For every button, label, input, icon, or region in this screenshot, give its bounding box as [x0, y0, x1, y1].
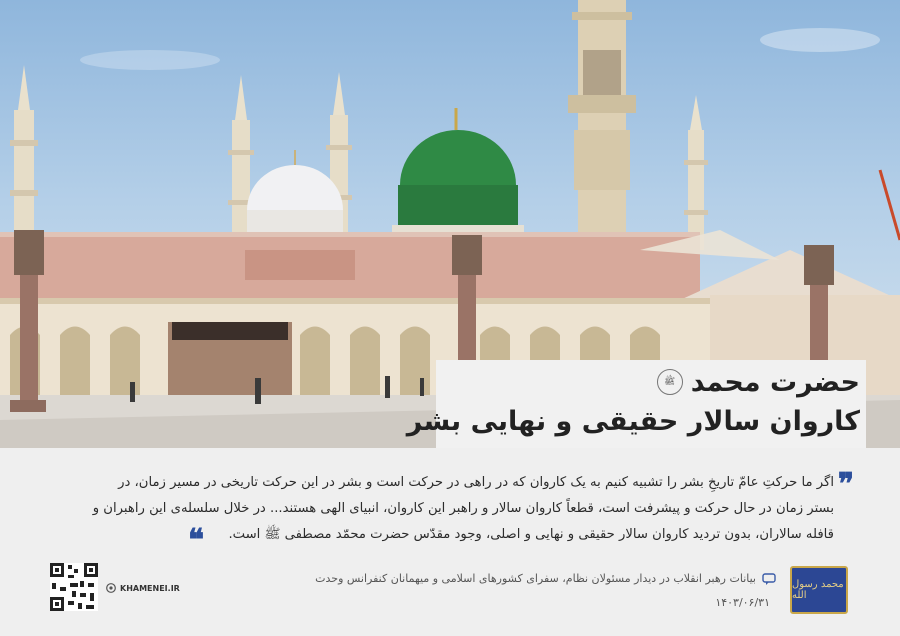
quote-body — [40, 470, 834, 548]
title-line-2: کاروان سالار حقیقی و نهایی بشر — [406, 406, 860, 437]
source-row — [315, 572, 776, 585]
website-row[interactable] — [106, 583, 180, 593]
quote-open-icon: ❞ — [837, 467, 854, 502]
title-line-1 — [657, 362, 860, 402]
date-text: ۱۴۰۳/۰۶/۳۱ — [715, 596, 770, 609]
site-logo-icon — [106, 583, 116, 593]
quote-line: قافله سالاران، بدون تردید کاروان سالار حقیقی و نهایی و اصلی، وجود مقدّس حضرت محمّد مصطفی ﷺ است. — [228, 527, 834, 542]
speech-bubble-icon — [762, 573, 776, 585]
date-row — [715, 596, 776, 609]
honorific-seal-icon: ﷺ — [657, 369, 683, 395]
quote-close-icon: ❝ — [188, 523, 205, 558]
logo-text: محمد رسول الله — [792, 579, 844, 601]
quote-line: بستر زمان در حال حرکت و پیشرفت است، قطعاً کاروان سالار و راهبر این کاروان، انبیای الهی هستند... در خلال سلسله‌ی این راهبران و — [92, 501, 834, 516]
calligraphy-logo — [790, 566, 848, 614]
title-name: حضرت محمد — [690, 366, 860, 398]
quote-line: اگر ما حرکتِ عامّ تاریخِ بشر را تشبیه کنیم به یک کاروان که در راهی در حرکت است و بشر در این حرکت تاریخی در مسیر زمان، در — [118, 475, 834, 490]
website-link[interactable]: KHAMENEI.IR — [120, 583, 180, 593]
source-text: بیانات رهبر انقلاب در دیدار مسئولان نظام، سفرای کشورهای اسلامی و میهمانان کنفرانس وحدت — [315, 572, 756, 585]
qr-code-icon[interactable] — [50, 563, 98, 611]
